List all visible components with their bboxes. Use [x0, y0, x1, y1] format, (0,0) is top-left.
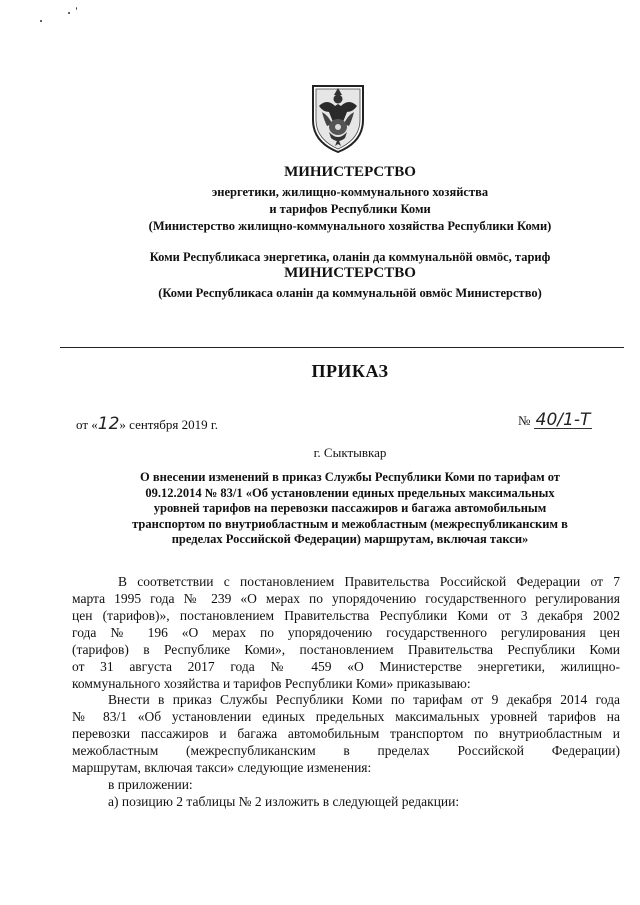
preamble-paragraph — [72, 573, 620, 692]
ministry-ru-line2: и тарифов Республики Коми — [269, 202, 431, 216]
paragraph-line: Внести в приказ Службы Республики Коми по тарифам от 9 декабря 2014 года — [108, 692, 620, 707]
paragraph-line: перевозки пассажиров и багажа автомобильным транспортом по внутриобластным и — [72, 726, 620, 741]
document-type-title: ПРИКАЗ — [311, 361, 389, 381]
scan-speck — [76, 7, 77, 10]
document-subject — [80, 470, 620, 548]
paragraph-line: года № 196 «О мерах по упорядочению государственного регулирования цен — [72, 625, 620, 640]
document-city: г. Сыктывкар — [313, 445, 387, 460]
subject-line: О внесении изменений в приказ Службы Республики Коми по тарифам от — [140, 470, 560, 484]
scan-speck — [40, 20, 42, 22]
paragraph-line: от 31 августа 2017 года № 459 «О Министерстве энергетики, жилищно- — [72, 659, 620, 674]
scan-speck — [68, 12, 70, 14]
paragraph-line: межобластным (межреспубликанским в пределах Российской Федерации) — [72, 743, 620, 758]
number-label: № — [518, 413, 531, 428]
paragraph-line: цен (тарифов)», постановлением Правительства Республики Коми от 3 декабря 2002 — [72, 608, 620, 623]
subject-line: 09.12.2014 № 83/1 «Об установлении единых предельных максимальных — [145, 485, 555, 500]
paragraph-line: № 83/1 «Об установлении единых предельных максимальных уровней тарифов на — [72, 709, 620, 724]
ministry-ru-short: (Министерство жилищно-коммунального хозяйства Республики Коми) — [148, 219, 552, 233]
ministry-ru-line1: энергетики, жилищно-коммунального хозяйства — [211, 185, 489, 199]
ministry-komi-line1: Коми Республикаса энергетика, оланін да коммунальнӧй овмӧс, тариф — [149, 250, 551, 264]
document-date — [76, 414, 218, 434]
paragraph-line: в приложении: — [108, 777, 193, 792]
paragraph-line: марта 1995 года № 239 «О мерах по упорядочению государственного регулирования — [72, 591, 620, 606]
date-prefix: от « — [76, 417, 98, 432]
paragraph-line: (тарифов) в Республике Коми», постановлением Правительства Республики Коми — [72, 642, 620, 657]
subject-line: пределах Российской Федерации) маршрутам, включая такси» — [171, 532, 529, 546]
date-day-handwritten: 12 — [97, 414, 120, 434]
subject-line: транспортом по внутриобластным и межобластным (межреспубликанским в — [132, 516, 568, 531]
ministry-komi-short: (Коми Республикаса оланін да коммунальнӧй овмӧс Министерство) — [158, 286, 542, 300]
document-number — [518, 412, 592, 429]
order-paragraph — [72, 691, 620, 810]
ministry-komi-title: МИНИСТЕРСТВО — [284, 265, 416, 281]
number-value-handwritten: 40/1-Т — [535, 410, 591, 430]
date-suffix: » сентября 2019 г. — [119, 417, 219, 432]
ministry-ru-title: МИНИСТЕРСТВО — [284, 164, 416, 180]
paragraph-line: а) позицию 2 таблицы № 2 изложить в следующей редакции: — [108, 794, 460, 809]
paragraph-line: маршрутам, включая такси» следующие изменения: — [72, 760, 372, 775]
header-divider — [60, 347, 624, 348]
coat-of-arms-icon — [305, 82, 371, 154]
subject-line: уровней тарифов на перевозки пассажиров и багажа автомобильным — [153, 501, 547, 515]
paragraph-line: коммунального хозяйства и тарифов Республики Коми» приказываю: — [72, 676, 471, 691]
paragraph-line: В соответствии с постановлением Правительства Российской Федерации от 7 — [118, 574, 620, 589]
